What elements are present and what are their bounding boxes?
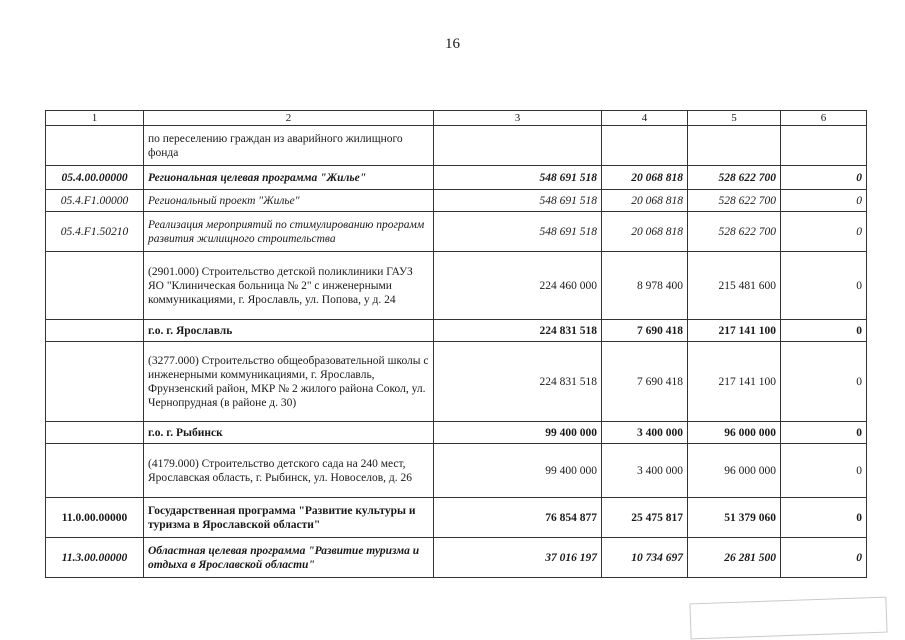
table-header-row: [46, 111, 867, 126]
table-row: [46, 498, 867, 538]
table-row: [46, 252, 867, 320]
row-value-col6: 0: [781, 252, 867, 320]
row-value-col3: 99 400 000: [434, 422, 602, 444]
row-name: (4179.000) Строительство детского сада на 240 мест, Ярославская область, г. Рыбинск, ул. Новоселов, д. 26: [144, 444, 434, 498]
row-code: 05.4.F1.00000: [46, 190, 144, 212]
column-header: 2: [144, 111, 434, 126]
row-value-col4: 25 475 817: [602, 498, 688, 538]
row-value-col4: 20 068 818: [602, 212, 688, 252]
table-row: [46, 444, 867, 498]
row-name: Реализация мероприятий по стимулированию программ развития жилищного строительства: [144, 212, 434, 252]
row-value-col5: 528 622 700: [688, 212, 781, 252]
row-value-col6: 0: [781, 320, 867, 342]
faded-stamp: [689, 597, 887, 640]
row-code: [46, 444, 144, 498]
row-value-col5: 217 141 100: [688, 342, 781, 422]
row-code: 11.3.00.00000: [46, 538, 144, 578]
row-code: [46, 342, 144, 422]
row-value-col5: [688, 126, 781, 166]
row-name: (2901.000) Строительство детской поликлиники ГАУЗ ЯО "Клиническая больница № 2" с инженерными коммуникациями, г. Ярославль, ул. Попова, у д. 24: [144, 252, 434, 320]
row-value-col4: 10 734 697: [602, 538, 688, 578]
row-code: 05.4.F1.50210: [46, 212, 144, 252]
row-value-col3: 548 691 518: [434, 190, 602, 212]
row-value-col3: 548 691 518: [434, 212, 602, 252]
row-value-col5: 51 379 060: [688, 498, 781, 538]
row-value-col5: 96 000 000: [688, 444, 781, 498]
row-value-col6: 0: [781, 166, 867, 190]
table-row: [46, 422, 867, 444]
table-row: [46, 320, 867, 342]
row-value-col3: [434, 126, 602, 166]
row-code: 05.4.00.00000: [46, 166, 144, 190]
row-value-col3: 224 831 518: [434, 320, 602, 342]
budget-table: [45, 110, 867, 578]
row-name: Региональный проект "Жилье": [144, 190, 434, 212]
row-name: по переселению граждан из аварийного жилищного фонда: [144, 126, 434, 166]
row-value-col6: 0: [781, 342, 867, 422]
row-value-col6: 0: [781, 422, 867, 444]
row-value-col3: 76 854 877: [434, 498, 602, 538]
row-value-col3: 224 460 000: [434, 252, 602, 320]
table-row: [46, 342, 867, 422]
row-value-col4: 7 690 418: [602, 342, 688, 422]
row-value-col6: 0: [781, 212, 867, 252]
row-code: [46, 320, 144, 342]
row-name: Областная целевая программа "Развитие туризма и отдыха в Ярославской области": [144, 538, 434, 578]
row-code: [46, 252, 144, 320]
row-value-col4: 7 690 418: [602, 320, 688, 342]
row-value-col6: 0: [781, 538, 867, 578]
row-value-col5: 528 622 700: [688, 166, 781, 190]
table-row: [46, 538, 867, 578]
row-value-col6: 0: [781, 444, 867, 498]
row-value-col5: 96 000 000: [688, 422, 781, 444]
row-name: г.о. г. Рыбинск: [144, 422, 434, 444]
column-header: 3: [434, 111, 602, 126]
row-name: Государственная программа "Развитие культуры и туризма в Ярославской области": [144, 498, 434, 538]
row-name: Региональная целевая программа "Жилье": [144, 166, 434, 190]
row-value-col4: [602, 126, 688, 166]
row-value-col3: 37 016 197: [434, 538, 602, 578]
row-value-col5: 528 622 700: [688, 190, 781, 212]
column-header: 4: [602, 111, 688, 126]
row-value-col5: 26 281 500: [688, 538, 781, 578]
row-value-col4: 20 068 818: [602, 166, 688, 190]
table-row: [46, 212, 867, 252]
row-value-col4: 8 978 400: [602, 252, 688, 320]
row-value-col3: 224 831 518: [434, 342, 602, 422]
row-name: г.о. г. Ярославль: [144, 320, 434, 342]
row-value-col4: 20 068 818: [602, 190, 688, 212]
row-name: (3277.000) Строительство общеобразовательной школы с инженерными коммуникациями, г. Ярославль, Фрунзенский район, МКР № 2 жилого района Сокол, ул. Чернопрудная (в районе д. 30): [144, 342, 434, 422]
row-code: 11.0.00.00000: [46, 498, 144, 538]
table-row: [46, 166, 867, 190]
table-row: [46, 190, 867, 212]
column-header: 6: [781, 111, 867, 126]
row-code: [46, 422, 144, 444]
row-value-col5: 215 481 600: [688, 252, 781, 320]
row-value-col3: 548 691 518: [434, 166, 602, 190]
row-value-col3: 99 400 000: [434, 444, 602, 498]
column-header: 1: [46, 111, 144, 126]
row-value-col5: 217 141 100: [688, 320, 781, 342]
row-value-col6: 0: [781, 498, 867, 538]
row-value-col6: 0: [781, 190, 867, 212]
table-row: [46, 126, 867, 166]
row-value-col4: 3 400 000: [602, 422, 688, 444]
row-value-col4: 3 400 000: [602, 444, 688, 498]
page-number: 16: [445, 36, 460, 52]
row-value-col6: [781, 126, 867, 166]
column-header: 5: [688, 111, 781, 126]
row-code: [46, 126, 144, 166]
